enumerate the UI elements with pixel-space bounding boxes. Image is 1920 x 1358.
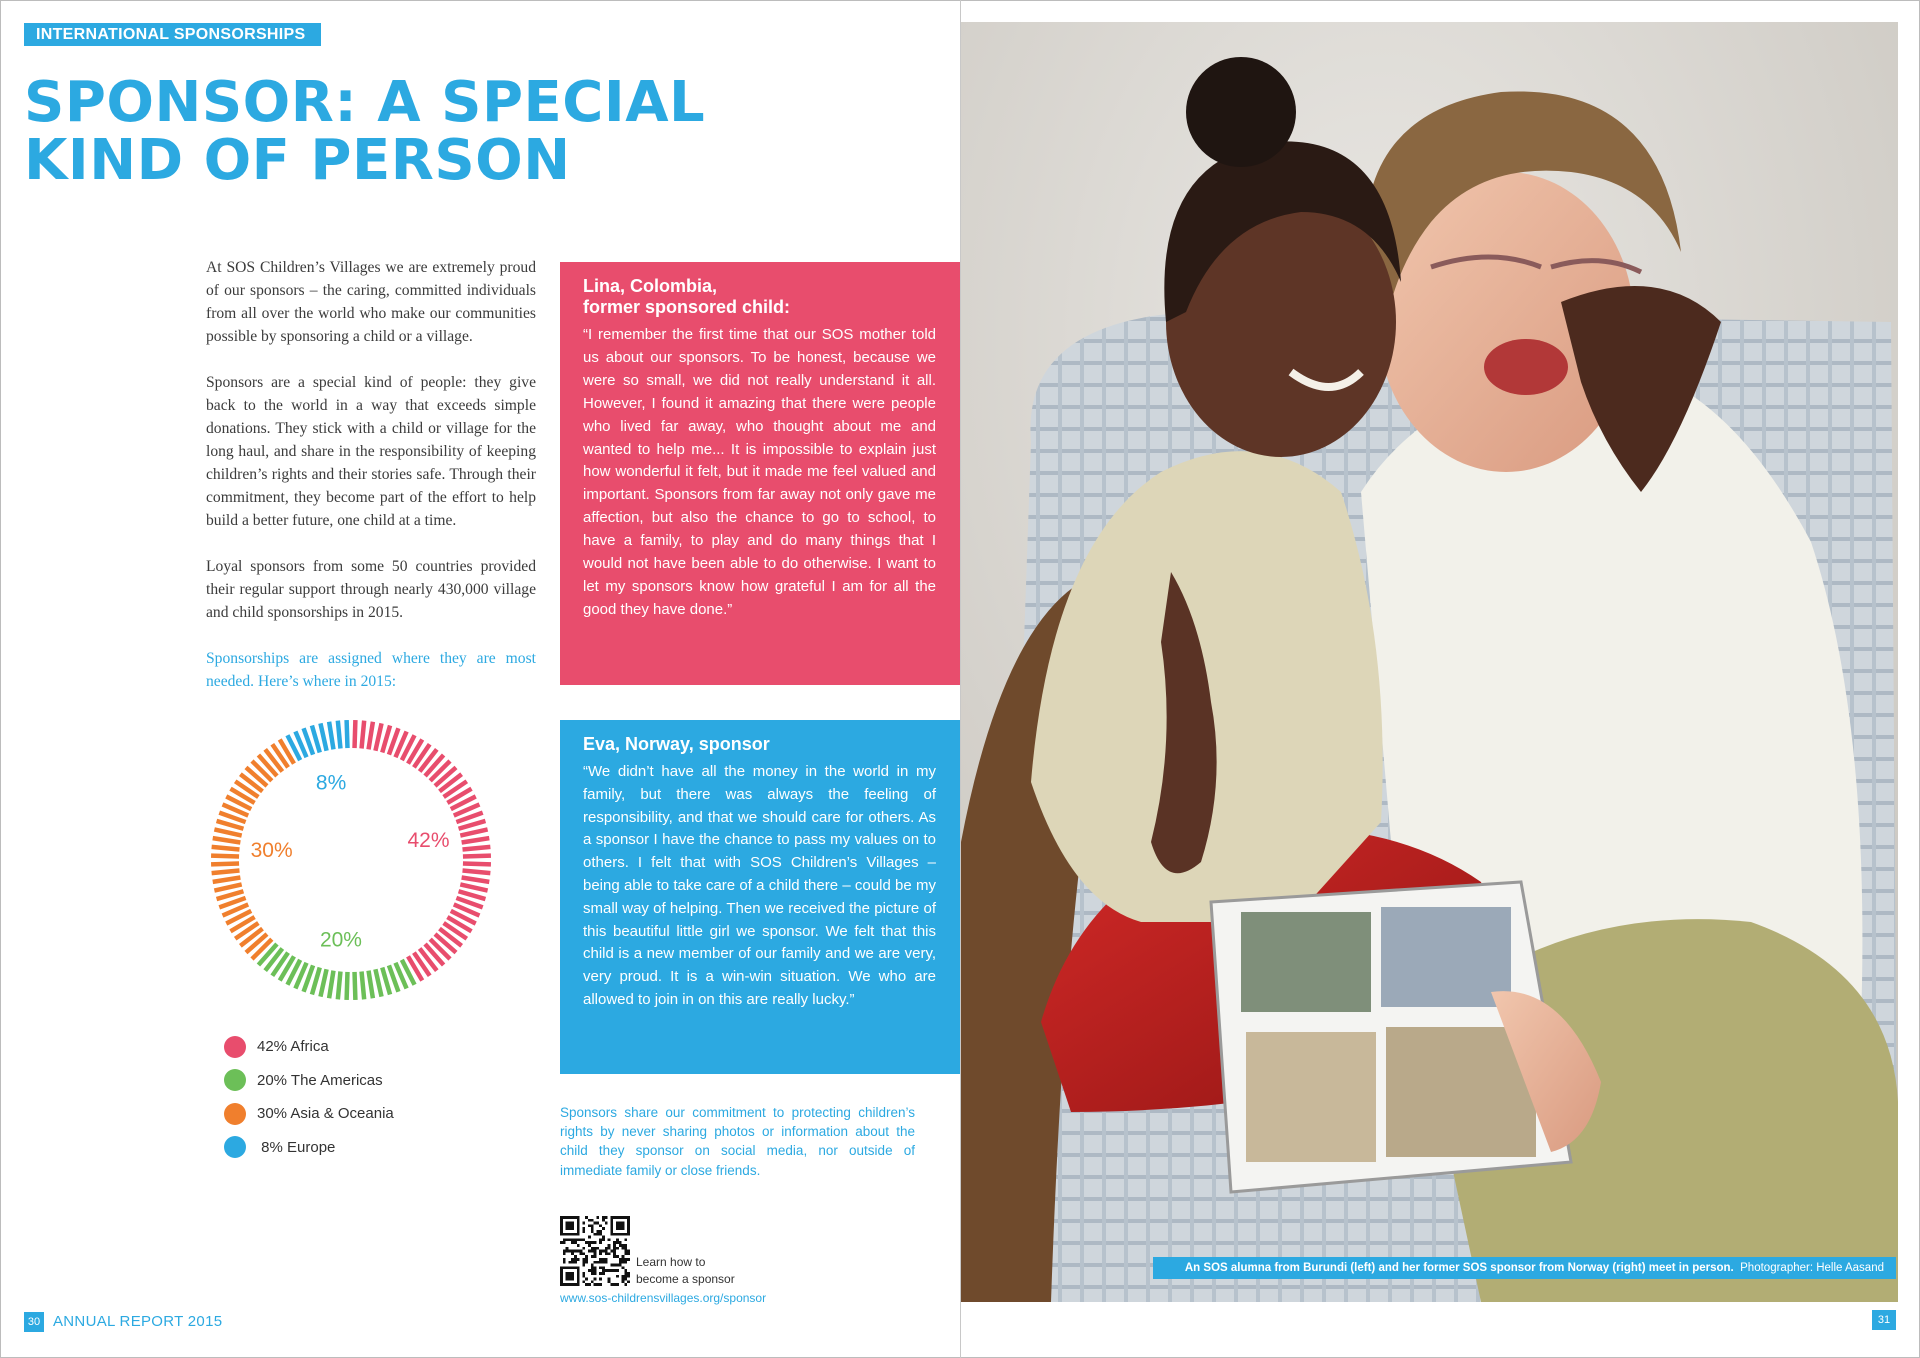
qr-module	[594, 1283, 597, 1286]
qr-module	[582, 1247, 585, 1250]
qr-module	[582, 1261, 585, 1264]
qr-module	[619, 1261, 622, 1264]
qr-module	[599, 1258, 602, 1261]
donut-tick	[214, 884, 241, 890]
qr-module	[599, 1261, 602, 1264]
qr-module	[599, 1283, 602, 1286]
qr-module	[571, 1252, 574, 1255]
qr-module	[624, 1244, 627, 1247]
legend-item	[224, 1030, 394, 1064]
intro-paragraph-3: Loyal sponsors from some 50 countries provided their regular support through nearly 430,000 village and child sponsorships in 2015.	[206, 558, 536, 621]
qr-module	[585, 1258, 588, 1261]
qr-module	[624, 1275, 627, 1278]
page-title-line-1: SPONSOR: A SPECIAL	[24, 70, 706, 135]
qr-module	[591, 1250, 594, 1253]
donut-tick	[211, 864, 239, 865]
qr-module	[582, 1272, 585, 1275]
qr-module	[582, 1258, 585, 1261]
qr-module	[577, 1250, 580, 1253]
donut-slice-label: 42%	[407, 829, 450, 853]
donut-tick	[462, 878, 490, 882]
donut-tick	[355, 972, 356, 1000]
qr-module	[613, 1269, 616, 1272]
legend-label: 42% Africa	[257, 1038, 329, 1056]
qr-module	[605, 1261, 608, 1264]
qr-module	[599, 1238, 602, 1241]
qr-module	[616, 1264, 619, 1267]
qr-finder	[566, 1222, 574, 1230]
qr-module	[563, 1241, 566, 1244]
qr-module	[613, 1283, 616, 1286]
qr-module	[627, 1272, 630, 1275]
qr-module	[616, 1247, 619, 1250]
qr-module	[588, 1244, 591, 1247]
qr-module	[594, 1222, 597, 1225]
sponsor-link[interactable]: www.sos-childrensvillages.org/sponsor	[560, 1291, 767, 1305]
quote-lina-title-line-2: former sponsored child:	[583, 297, 791, 317]
donut-tick	[338, 721, 341, 749]
privacy-note: Sponsors share our commitment to protecting children’s rights by never sharing photos or information about the child they sponsor on social media, nor outside of immediate family or close friends.	[560, 1105, 915, 1178]
qr-module	[602, 1219, 605, 1222]
legend-item	[224, 1064, 394, 1098]
qr-module	[622, 1261, 625, 1264]
donut-tick	[375, 969, 381, 996]
qr-module	[591, 1264, 594, 1267]
qr-module	[574, 1250, 577, 1253]
qr-module	[594, 1255, 597, 1258]
qr-module	[571, 1238, 574, 1241]
qr-module	[622, 1258, 625, 1261]
donut-tick	[369, 971, 373, 999]
photo-album-picture	[1246, 1032, 1376, 1162]
intro-text	[206, 256, 536, 693]
qr-module	[627, 1250, 630, 1253]
qr-module	[602, 1250, 605, 1253]
qr-module	[594, 1252, 597, 1255]
qr-module	[605, 1258, 608, 1261]
qr-module	[624, 1252, 627, 1255]
qr-module	[602, 1261, 605, 1264]
qr-module	[616, 1255, 619, 1258]
qr-module	[613, 1252, 616, 1255]
qr-module	[577, 1258, 580, 1261]
qr-module	[624, 1238, 627, 1241]
photo-hair-bun	[1186, 57, 1296, 167]
qr-module	[580, 1250, 583, 1253]
photo-caption	[1153, 1257, 1896, 1279]
donut-tick	[463, 871, 491, 874]
qr-module	[594, 1269, 597, 1272]
donut-tick	[329, 722, 333, 750]
intro-paragraph-1: At SOS Children’s Villages we are extremely proud of our sponsors – the caring, committed individuals from all over the world who make our communities possible by sponsoring a child or a village.	[206, 259, 536, 345]
qr-finder	[566, 1272, 574, 1280]
page-title-line-2: KIND OF PERSON	[24, 128, 571, 193]
page-title	[24, 70, 706, 193]
qr-code[interactable]	[560, 1216, 630, 1286]
donut-slice-label: 30%	[250, 838, 293, 862]
qr-module	[582, 1280, 585, 1283]
qr-module	[571, 1241, 574, 1244]
page-number-left: 30	[24, 1312, 44, 1332]
qr-module	[594, 1278, 597, 1281]
qr-module	[580, 1252, 583, 1255]
qr-module	[563, 1250, 566, 1253]
qr-module	[605, 1252, 608, 1255]
qr-module	[594, 1233, 597, 1236]
legend-label: 30% Asia & Oceania	[257, 1105, 394, 1123]
legend-dot	[224, 1136, 246, 1158]
qr-module	[624, 1250, 627, 1253]
qr-module	[588, 1269, 591, 1272]
donut-tick	[338, 972, 341, 1000]
qr-module	[591, 1280, 594, 1283]
qr-module	[608, 1247, 611, 1250]
qr-module	[624, 1272, 627, 1275]
legend-label: 20% The Americas	[257, 1071, 383, 1089]
qr-module	[608, 1280, 611, 1283]
qr-module	[568, 1238, 571, 1241]
qr-module	[585, 1255, 588, 1258]
qr-module	[594, 1261, 597, 1264]
qr-module	[602, 1238, 605, 1241]
donut-tick	[460, 884, 487, 890]
qr-module	[574, 1261, 577, 1264]
qr-finder	[616, 1222, 624, 1230]
qr-module	[622, 1266, 625, 1269]
qr-module	[616, 1283, 619, 1286]
qr-module	[608, 1244, 611, 1247]
qr-module	[594, 1241, 597, 1244]
qr-module	[574, 1255, 577, 1258]
qr-module	[610, 1250, 613, 1253]
qr-module	[599, 1272, 602, 1275]
qr-module	[588, 1241, 591, 1244]
qr-module	[602, 1258, 605, 1261]
qr-module	[627, 1258, 630, 1261]
quote-lina-title-line-1: Lina, Colombia,	[583, 276, 718, 296]
quote-box-eva	[560, 720, 960, 1074]
qr-module	[602, 1236, 605, 1239]
donut-tick	[369, 722, 373, 750]
qr-module	[624, 1283, 627, 1286]
qr-module	[608, 1238, 611, 1241]
qr-module	[619, 1264, 622, 1267]
qr-module	[608, 1252, 611, 1255]
qr-module	[624, 1247, 627, 1250]
donut-tick	[462, 838, 490, 842]
quote-eva-text: “We didn’t have all the money in the world in my family, but there was always the feeling of responsibility, and that we should care for others. As a sponsor I have the chance to pass my values on to others. I felt that with SOS Children’s Villages – being able to take care of a child there – could be my small way of helping. Then we received the picture of this beautiful little girl we sponsor. We felt that this child is a new member of our family and we are very, very proud. It is a win-win situation. We who are allowed to join in on this are really lucky.”	[583, 763, 936, 1008]
qr-module	[622, 1278, 625, 1281]
qr-module	[608, 1269, 611, 1272]
donut-tick	[212, 871, 240, 874]
qr-module	[582, 1227, 585, 1230]
qr-module	[613, 1250, 616, 1253]
qr-module	[594, 1247, 597, 1250]
donut-tick	[211, 856, 239, 857]
qr-module	[591, 1266, 594, 1269]
qr-caption-line-2: become a sponsor	[636, 1272, 735, 1286]
qr-module	[616, 1269, 619, 1272]
donut-tick	[212, 847, 240, 850]
qr-module	[588, 1224, 591, 1227]
qr-module	[594, 1250, 597, 1253]
qr-module	[599, 1278, 602, 1281]
qr-module	[591, 1219, 594, 1222]
qr-module	[608, 1278, 611, 1281]
qr-module	[605, 1269, 608, 1272]
qr-module	[563, 1238, 566, 1241]
qr-caption	[636, 1254, 735, 1288]
legend-dot	[224, 1069, 246, 1091]
donut-tick	[362, 721, 365, 749]
qr-module	[591, 1269, 594, 1272]
qr-module	[566, 1250, 569, 1253]
qr-module	[613, 1264, 616, 1267]
qr-module	[591, 1247, 594, 1250]
qr-module	[602, 1272, 605, 1275]
qr-module	[594, 1272, 597, 1275]
qr-module	[582, 1275, 585, 1278]
qr-module	[599, 1233, 602, 1236]
qr-module	[599, 1224, 602, 1227]
qr-module	[594, 1266, 597, 1269]
qr-module	[602, 1216, 605, 1219]
qr-module	[571, 1250, 574, 1253]
qr-module	[599, 1230, 602, 1233]
donut-tick	[320, 969, 326, 996]
qr-module	[596, 1230, 599, 1233]
legend-label: 8% Europe	[257, 1138, 336, 1156]
chart-legend	[224, 1030, 394, 1164]
qr-module	[599, 1250, 602, 1253]
qr-module	[582, 1252, 585, 1255]
qr-module	[560, 1241, 563, 1244]
page-number-right: 31	[1872, 1310, 1896, 1330]
qr-module	[591, 1255, 594, 1258]
qr-module	[599, 1266, 602, 1269]
qr-module	[577, 1244, 580, 1247]
qr-module	[624, 1278, 627, 1281]
photo-caption-main: An SOS alumna from Burundi (left) and her former SOS sponsor from Norway (right) meet in person.	[1184, 1262, 1734, 1274]
qr-module	[563, 1261, 566, 1264]
qr-module	[585, 1241, 588, 1244]
qr-module	[610, 1264, 613, 1267]
qr-module	[602, 1227, 605, 1230]
photo-album-picture	[1241, 912, 1371, 1012]
donut-tick	[347, 972, 348, 1000]
qr-module	[624, 1261, 627, 1264]
qr-module	[585, 1216, 588, 1219]
qr-module	[605, 1250, 608, 1253]
donut-tick	[460, 829, 487, 835]
qr-module	[591, 1241, 594, 1244]
qr-module	[605, 1247, 608, 1250]
qr-module	[622, 1244, 625, 1247]
qr-module	[566, 1247, 569, 1250]
photo-illustration	[961, 22, 1898, 1302]
qr-module	[605, 1216, 608, 1219]
section-tag: INTERNATIONAL SPONSORSHIPS	[24, 23, 321, 46]
quote-lina-text: “I remember the first time that our SOS mother told us about our sponsors. To be honest, because we were so small, we did not really understand it all. However, I found it amazing that there were people who lived far away, who thought about me and wanted to help me... It is impossible to explain just how wonderful it felt, but it made me feel valued and important. Sponsors from far away not only gave me affection, but also the chance to go to school, to have a family, to play and do many things that I would not have been able to do otherwise. I want to let my sponsors know how grateful I am for all the good they have done.”	[583, 326, 936, 618]
qr-module	[616, 1275, 619, 1278]
qr-module	[574, 1241, 577, 1244]
qr-module	[591, 1227, 594, 1230]
qr-module	[596, 1261, 599, 1264]
donut-tick	[463, 847, 491, 850]
sponsorship-donut-chart	[206, 715, 496, 1005]
qr-module	[568, 1250, 571, 1253]
qr-module	[602, 1266, 605, 1269]
photo-caption-credit: Photographer: Helle Aasand	[1740, 1262, 1884, 1274]
quote-box-lina	[560, 262, 960, 685]
donut-tick	[347, 720, 348, 748]
qr-module	[568, 1261, 571, 1264]
qr-module	[577, 1238, 580, 1241]
intro-paragraph-2: Sponsors are a special kind of people: they give back to the world in a way that exceeds simple donations. They stick with a child or village for the long haul, and share in the responsibility of keeping children’s rights and their stories safe. Through their commitment, they become part of the effort to help build a better future, one child at a time.	[206, 374, 536, 529]
qr-module	[585, 1283, 588, 1286]
qr-module	[596, 1247, 599, 1250]
donut-slice-label: 20%	[319, 928, 362, 952]
donut-tick	[355, 720, 356, 748]
qr-module	[613, 1247, 616, 1250]
qr-module	[624, 1269, 627, 1272]
qr-module	[574, 1258, 577, 1261]
qr-module	[622, 1275, 625, 1278]
intro-chart-lead: Sponsorships are assigned where they are most needed. Here’s where in 2015:	[206, 650, 536, 690]
qr-module	[582, 1264, 585, 1267]
legend-dot	[224, 1036, 246, 1058]
donut-tick	[213, 838, 241, 842]
qr-module	[619, 1244, 622, 1247]
qr-module	[599, 1252, 602, 1255]
photo-laughing-mouth	[1484, 339, 1568, 395]
qr-module	[613, 1244, 616, 1247]
qr-module	[585, 1278, 588, 1281]
qr-module	[610, 1269, 613, 1272]
qr-module	[596, 1222, 599, 1225]
donut-tick	[329, 971, 333, 999]
quote-eva-title: Eva, Norway, sponsor	[583, 734, 770, 754]
hero-photo	[961, 22, 1898, 1302]
qr-module	[591, 1230, 594, 1233]
donut-tick	[463, 856, 491, 857]
donut-tick	[463, 864, 491, 865]
qr-module	[582, 1222, 585, 1225]
qr-module	[580, 1238, 583, 1241]
qr-module	[591, 1272, 594, 1275]
qr-module	[571, 1258, 574, 1261]
qr-module	[616, 1241, 619, 1244]
qr-module	[585, 1261, 588, 1264]
donut-tick	[213, 878, 241, 882]
quote-lina-title	[583, 276, 936, 318]
qr-module	[613, 1241, 616, 1244]
qr-module	[582, 1230, 585, 1233]
donut-tick	[320, 723, 326, 750]
qr-module	[563, 1252, 566, 1255]
qr-module	[627, 1252, 630, 1255]
qr-module	[596, 1233, 599, 1236]
footer-report-title: ANNUAL REPORT 2015	[53, 1313, 223, 1330]
qr-module	[591, 1224, 594, 1227]
qr-module	[588, 1219, 591, 1222]
qr-module	[627, 1275, 630, 1278]
donut-tick	[214, 829, 241, 835]
qr-module	[619, 1241, 622, 1244]
qr-module	[610, 1283, 613, 1286]
qr-module	[574, 1238, 577, 1241]
donut-labels	[251, 772, 450, 952]
donut-slice-label: 8%	[315, 771, 347, 795]
qr-module	[622, 1255, 625, 1258]
qr-module	[571, 1261, 574, 1264]
qr-module	[624, 1258, 627, 1261]
qr-module	[596, 1216, 599, 1219]
qr-module	[596, 1283, 599, 1286]
qr-module	[582, 1238, 585, 1241]
qr-module	[563, 1258, 566, 1261]
qr-module	[588, 1236, 591, 1239]
qr-module	[622, 1280, 625, 1283]
qr-caption-line-1: Learn how to	[636, 1255, 706, 1269]
qr-module	[588, 1283, 591, 1286]
qr-module	[599, 1241, 602, 1244]
qr-module	[605, 1222, 608, 1225]
qr-module	[588, 1250, 591, 1253]
qr-module	[613, 1255, 616, 1258]
qr-module	[627, 1280, 630, 1283]
donut-tick	[375, 723, 381, 750]
legend-item	[224, 1131, 394, 1165]
qr-module	[619, 1258, 622, 1261]
qr-module	[616, 1238, 619, 1241]
qr-module	[566, 1238, 569, 1241]
legend-dot	[224, 1103, 246, 1125]
legend-item	[224, 1097, 394, 1131]
qr-module	[622, 1247, 625, 1250]
donut-tick	[362, 972, 365, 1000]
qr-module	[602, 1269, 605, 1272]
